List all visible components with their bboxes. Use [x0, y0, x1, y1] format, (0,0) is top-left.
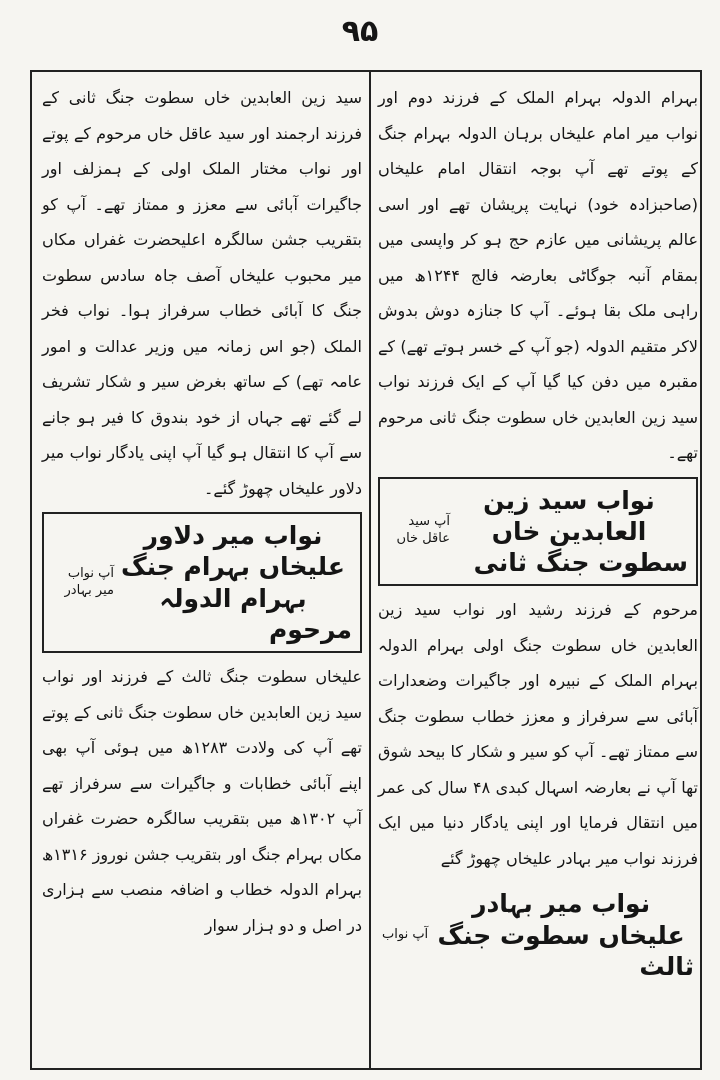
right-column-paragraph-1: بہرام الدولہ بہرام الملک کے فرزند دوم اور نواب میر امام علیخاں برہان الدولہ بہرام جنگ کے پوتے تھے آپ بوجہ انتقال امام علیخاں (صاحبزادہ خود) نہایت پریشان تھے اور اسی عالم پریشانی میں عازم حج ہو کر واپسی میں بمقام آنبہ جوگاٹی بعارضہ فالج ۱۲۴۴ھ میں راہی ملک بقا ہوئے۔ آپ کا جنازہ دوش بدوش لاکر متقیم الدولہ (جو آپ کے خسر ہوتے تھے) کے مقبرہ میں دفن کیا گیا آپ کے ایک فرزند نواب سید زین العابدین خاں سطوت جنگ ثانی مرحوم تھے۔ [378, 88, 698, 462]
page-number: ۹۵ [341, 14, 379, 49]
left-column-paragraph-2: علیخاں سطوت جنگ ثالث کے فرزند اور نواب سید زین العابدین خاں سطوت جنگ ثانی کے پوتے تھے آپ کی ولادت ۱۲۸۳ھ میں ہوئی آپ بھی اپنے آبائی خطابات و جاگیرات سے سرفراز تھے آپ ۱۳۰۲ھ میں بتقریب سالگرہ حضرت غفراں مکاں بہرام جنگ اور بتقریب جشن نوروز ۱۳۱۶ھ بہرام الدولہ خطاب و اضافہ منصب سے ہزاری در اصل و دو ہزار سوار [42, 667, 363, 935]
left-column-heading-1 [42, 512, 362, 653]
heading-title: نواب سید زین العابدین خاں سطوت جنگ ثانی [473, 485, 688, 577]
right-column-heading-1 [378, 477, 698, 587]
heading-side-note: آپ نواب [382, 926, 429, 942]
heading-title: نواب میر دلاور علیخاں بہرام جنگ بہرام الدولہ مرحوم [121, 521, 352, 644]
right-column-paragraph-2: مرحوم کے فرزند رشید اور نواب سید زین العابدین خاں سطوت جنگ اولی بہرام الدولہ بہرام الملک کے نبیرہ اور جاگیرات وضعدارات آبائی سے سرفراز و معزز خطاب سطوت جنگ سے ممتاز تھے۔ آپ کو سیر و شکار کا بیحد شوق تھا آپ نے بعارضہ اسہال کبدی ۴۸ سال کی عمر میں انتقال فرمایا اور اپنی یادگار دنیا میں ایک فرزند نواب میر بہادر علیخاں چھوڑ گئے [378, 600, 698, 868]
column-divider [369, 70, 371, 1070]
heading-side-note: آپ سید عاقل خاں [396, 514, 450, 547]
right-column [378, 80, 698, 994]
heading-title: نواب میر بہادر علیخاں سطوت جنگ ثالث [437, 889, 694, 981]
heading-side-note: آپ نواب میر بہادر [64, 565, 114, 598]
right-column-heading-2 [378, 882, 698, 988]
left-column [42, 80, 362, 943]
left-column-paragraph-1: سید زین العابدین خاں سطوت جنگ ثانی کے فرزند ارجمند اور سید عاقل خاں مرحوم کے پوتے اور نواب مختار الملک اولی کے ہمزلف اور جاگیرات آبائی سے معزز و ممتاز تھے۔ آپ کو بتقریب جشن سالگرہ اعلیحضرت غفراں مکاں میر محبوب علیخاں آصف جاہ سادس سطوت جنگ کا آبائی خطاب سرفراز ہوا۔ نواب فخر الملک (جو اس زمانہ میں وزیر عدالت و امور عامہ تھے) کے ساتھ بغرض سیر و شکار تشریف لے گئے تھے جہاں از خود بندوق کا فیر ہو جانے سے آپ کا انتقال ہو گیا آپ اپنی یادگار نواب میر دلاور علیخاں چھوڑ گئے۔ [42, 88, 362, 498]
